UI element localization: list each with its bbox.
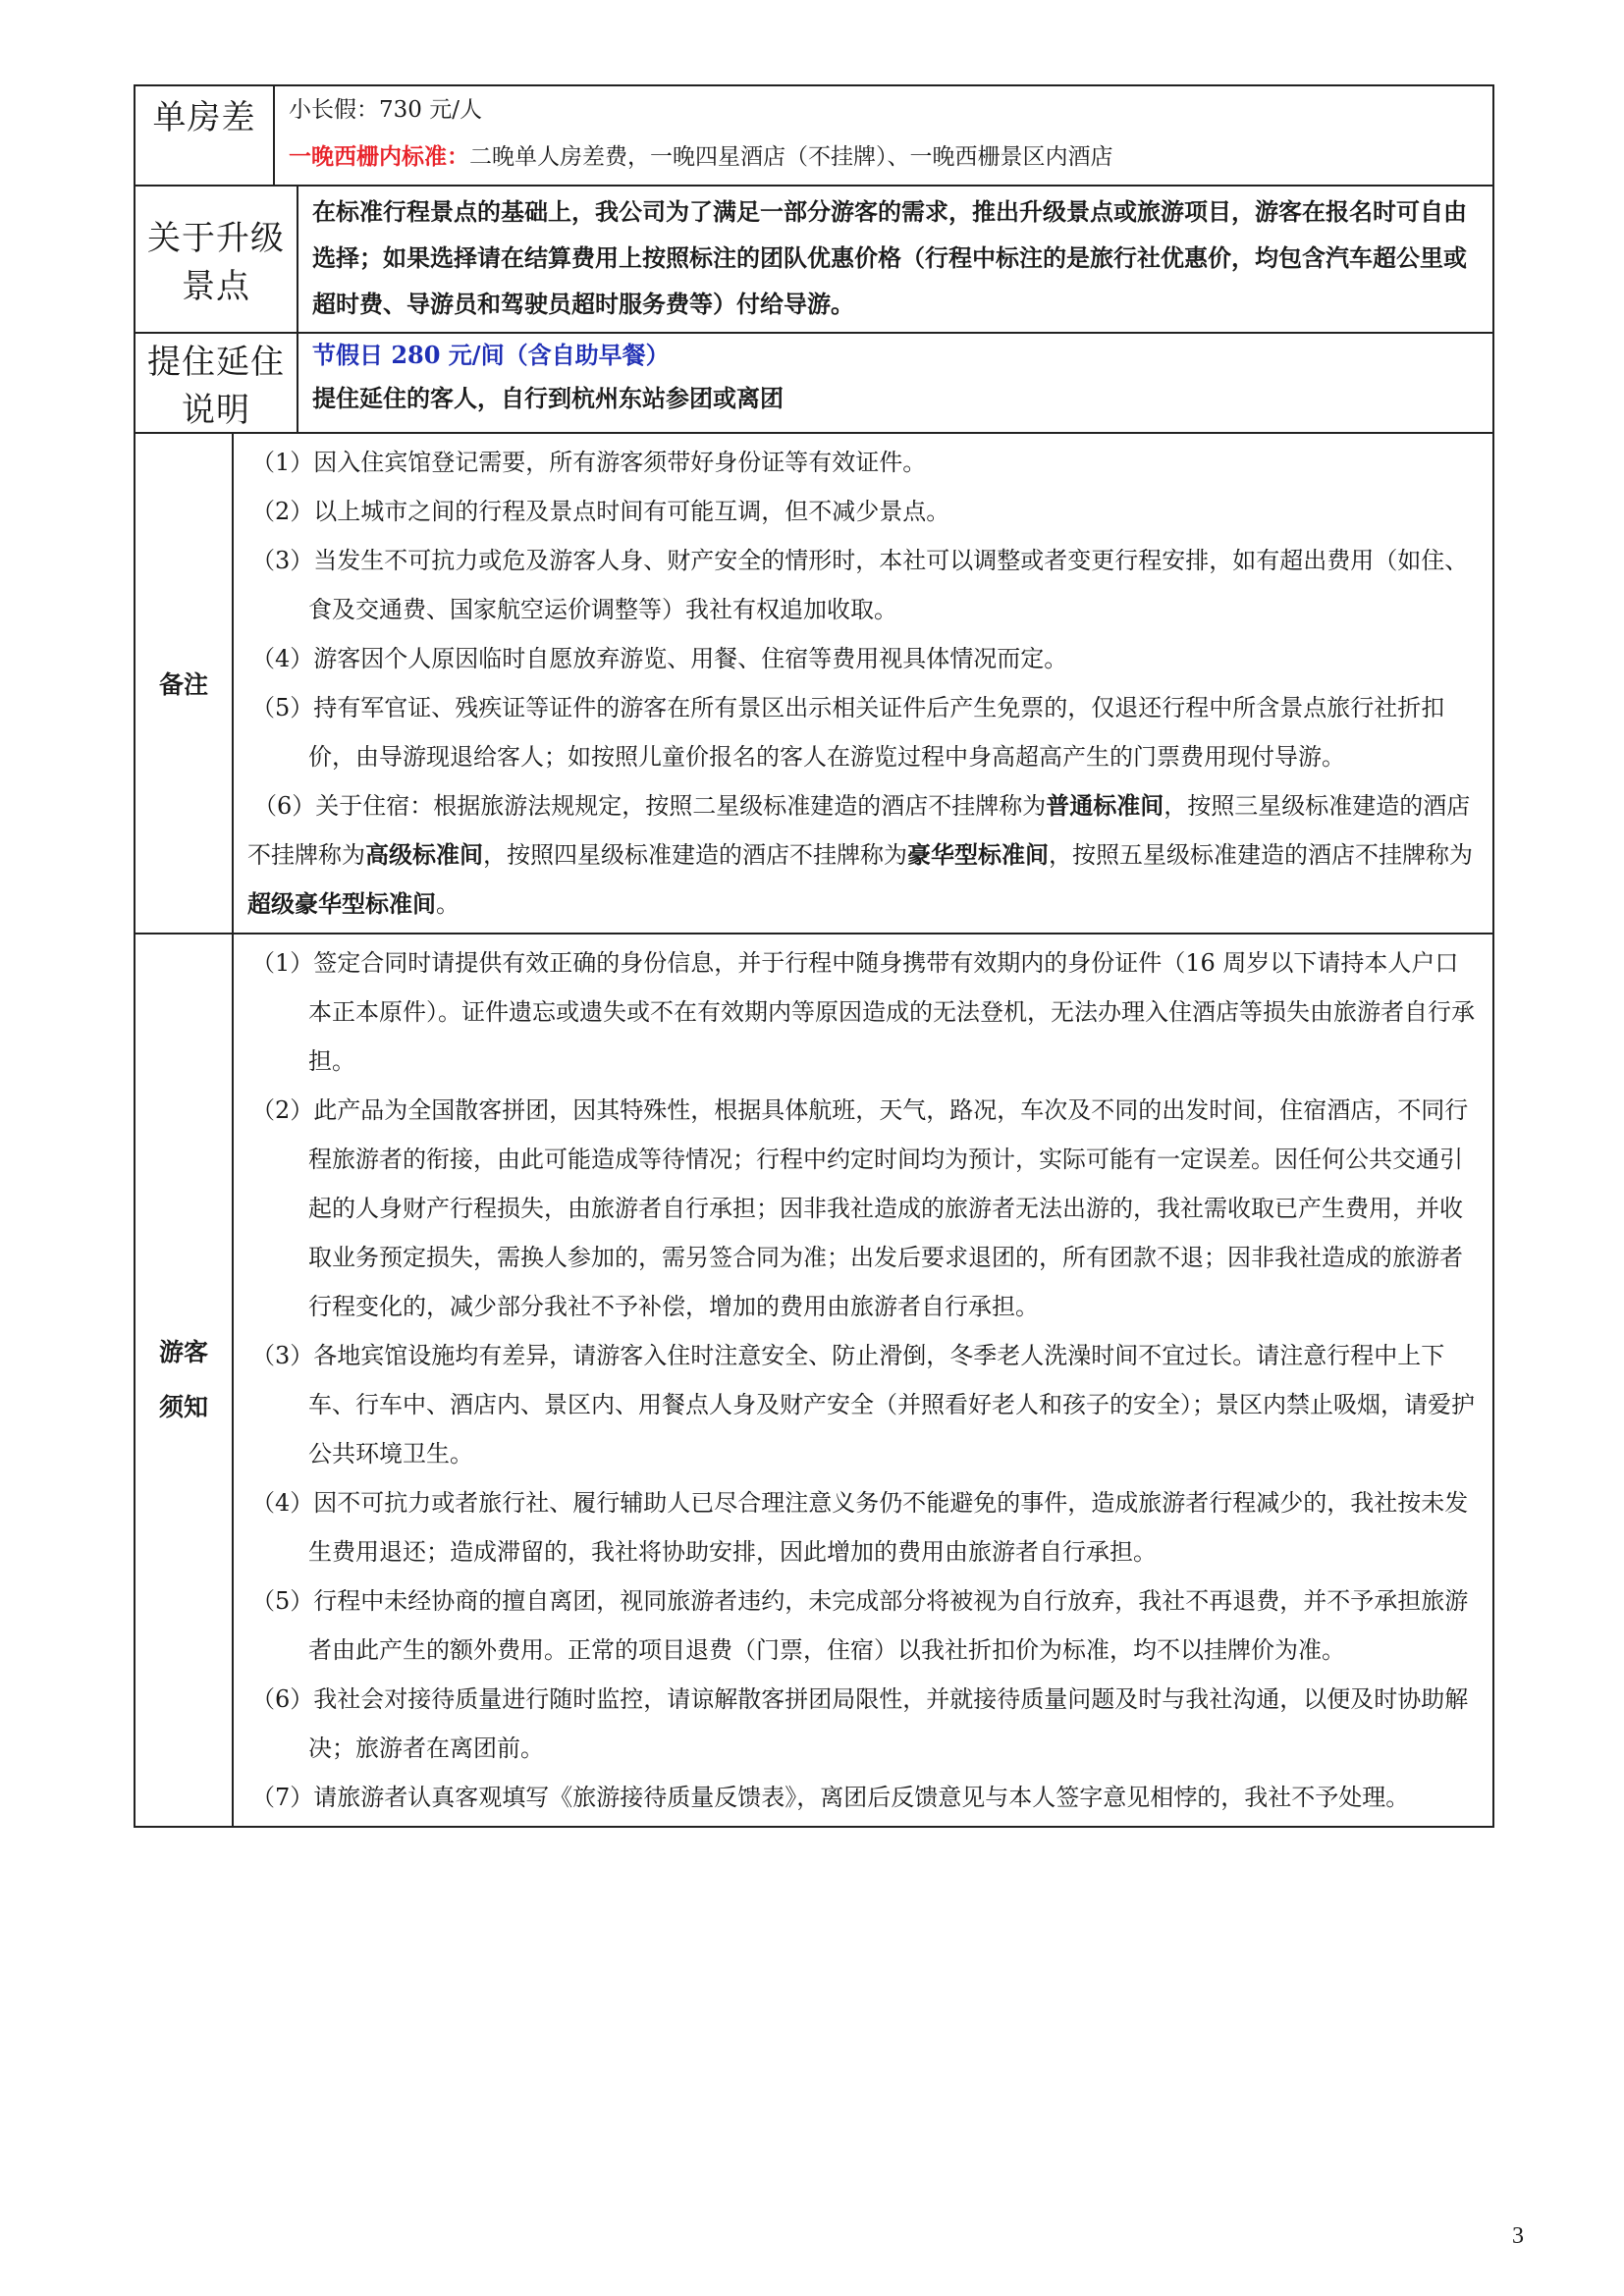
single-room-red-label: 一晚西栅内标准： — [289, 143, 469, 170]
single-room-line1: 小长假：730 元/人 — [289, 97, 482, 123]
remark6-super-deluxe-room: 超级豪华型标准间 — [247, 889, 436, 918]
remarks-label: 备注 — [135, 433, 233, 934]
extend-label: 提住延住说明 — [135, 333, 298, 433]
extend-price: 节假日 280 元/间（含自助早餐） — [312, 341, 670, 369]
single-room-line2 — [289, 133, 1479, 181]
notice-item: （2）此产品为全国散客拼团，因其特殊性，根据具体航班，天气，路况，车次及不同的出发时间，住宿酒店，不同行程旅游者的衔接，由此可能造成等待情况；行程中约定时间均为预计，实际可能有一定误差。因任何公共交通引起的人身财产行程损失，由旅游者自行承担；因非我社造成的旅游者无法出游的，我社需收取已产生费用，并收取业务预定损失，需换人参加的，需另签合同为准；出发后要求退团的，所有团款不退；因非我社造成的旅游者行程变化的，减少部分我社不予补偿，增加的费用由旅游者自行承担。 — [251, 1096, 1469, 1320]
remark-item: （1）因入住宾馆登记需要，所有游客须带好身份证等有效证件。 — [251, 449, 927, 476]
remark-item: （5）持有军官证、残疾证等证件的游客在所有景区出示相关证件后产生免票的，仅退还行程中所含景点旅行社折扣价，由导游现退给客人；如按照儿童价报名的客人在游览过程中身高超高产生的门票费用现付导游。 — [251, 694, 1445, 771]
notice-row — [135, 934, 1493, 1827]
remark6-part: ，按照四星级标准建造的酒店不挂牌称为 — [483, 841, 907, 869]
single-room-row — [135, 85, 1493, 186]
remark-item: （2）以上城市之间的行程及景点时间有可能互调，但不减少景点。 — [251, 498, 950, 525]
remark-item-6 — [247, 781, 1479, 929]
notice-item: （5）行程中未经协商的擅自离团，视同旅游者违约，未完成部分将被视为自行放弃，我社不再退费，并不予承担旅游者由此产生的额外费用。正常的项目退费（门票，住宿）以我社折扣价为标准，均不以挂牌价为准。 — [251, 1587, 1469, 1664]
remark6-standard-room: 普通标准间 — [1046, 791, 1164, 820]
remarks-row — [135, 433, 1493, 934]
upgrade-label: 关于升级景点 — [135, 186, 298, 333]
remark6-part: 。 — [436, 890, 460, 918]
remark-item: （4）游客因个人原因临时自愿放弃游览、用餐、住宿等费用视具体情况而定。 — [251, 645, 1068, 672]
upgrade-row — [135, 186, 1493, 333]
notice-content — [233, 934, 1493, 1827]
single-room-content — [274, 85, 1493, 186]
remarks-content — [233, 433, 1493, 934]
remark6-part: （6）关于住宿：根据旅游法规规定，按照二星级标准建造的酒店不挂牌称为 — [253, 792, 1047, 820]
notice-label-line2: 须知 — [158, 1393, 208, 1421]
notice-item: （6）我社会对接待质量进行随时监控，请谅解散客拼团局限性，并就接待质量问题及时与我社沟通，以便及时协助解决；旅游者在离团前。 — [251, 1685, 1469, 1762]
notice-item: （7）请旅游者认真客观填写《旅游接待质量反馈表》，离团后反馈意见与本人签字意见相悖的，我社不予处理。 — [251, 1784, 1410, 1811]
remark-item: （3）当发生不可抗力或危及游客人身、财产安全的情形时，本社可以调整或者变更行程安排，如有超出费用（如住、食及交通费、国家航空运价调整等）我社有权追加收取。 — [251, 547, 1469, 623]
extend-note: 提住延住的客人，自行到杭州东站参团或离团 — [312, 384, 784, 412]
remark6-part: ，按照五星级标准建造的酒店不挂牌称为 — [1049, 841, 1473, 869]
remark6-part: ，按照三星级标准建造的酒店不挂牌称为 — [247, 792, 1471, 869]
remark6-superior-room: 高级标准间 — [365, 840, 483, 869]
extend-row — [135, 333, 1493, 433]
notice-label-line1: 游客 — [158, 1338, 208, 1366]
extend-content — [298, 333, 1493, 433]
upgrade-text: 在标准行程景点的基础上，我公司为了满足一部分游客的需求，推出升级景点或旅游项目，游客在报名时可自由选择；如果选择请在结算费用上按照标注的团队优惠价格（行程中标注的是旅行社优惠价，均包含汽车超公里或超时费、导游员和驾驶员超时服务费等）付给导游。 — [298, 186, 1493, 333]
page-number: 3 — [1512, 2223, 1524, 2249]
single-room-line2-text: 二晚单人房差费，一晚四星酒店（不挂牌）、一晚西栅景区内酒店 — [469, 144, 1113, 170]
notice-label — [135, 934, 233, 1827]
itinerary-table — [134, 84, 1494, 1828]
remark6-deluxe-room: 豪华型标准间 — [907, 840, 1049, 869]
notice-item: （3）各地宾馆设施均有差异，请游客入住时注意安全、防止滑倒，冬季老人洗澡时间不宜过长。请注意行程中上下车、行车中、酒店内、景区内、用餐点人身及财产安全（并照看好老人和孩子的安全）；景区内禁止吸烟，请爱护公共环境卫生。 — [251, 1342, 1475, 1468]
notice-item: （1）签定合同时请提供有效正确的身份信息，并于行程中随身携带有效期内的身份证件（16 周岁以下请持本人户口本正本原件）。证件遗忘或遗失或不在有效期内等原因造成的无法登机，无法办理入住酒店等损失由旅游者自行承担。 — [251, 949, 1475, 1075]
single-room-label: 单房差 — [135, 85, 274, 186]
notice-item: （4）因不可抗力或者旅行社、履行辅助人已尽合理注意义务仍不能避免的事件，造成旅游者行程减少的，我社按未发生费用退还；造成滞留的，我社将协助安排，因此增加的费用由旅游者自行承担。 — [251, 1489, 1469, 1566]
